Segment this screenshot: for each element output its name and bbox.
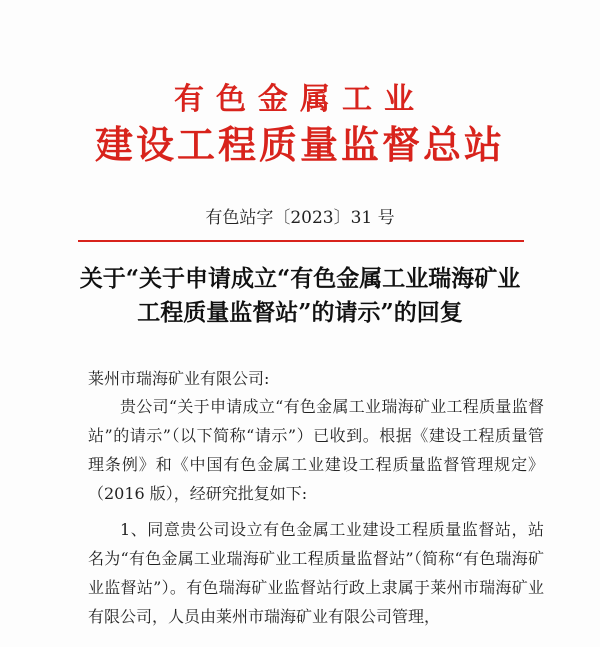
document-title-line1: 关于“关于申请成立“有色金属工业瑞海矿业: [79, 265, 521, 292]
document-title-line2: 工程质量监督站”的请示”的回复: [137, 299, 463, 326]
body-paragraph-1: 贵公司“关于申请成立“有色金属工业瑞海矿业工程质量监督站”的请示”（以下简称“请示”）已收到。根据《建设工程质量管理条例》和《中国有色金属工业建设工程质量监督管理规定》（2016 版），经研究批复如下:: [88, 397, 544, 503]
org-name-line2: 建设工程质量监督总站: [94, 123, 505, 167]
addressee: 莱州市瑞海矿业有限公司:: [88, 369, 270, 388]
red-divider-line: [78, 240, 524, 242]
document-title: [60, 262, 540, 330]
body-paragraph-2: 1、同意贵公司设立有色金属工业建设工程质量监督站，站名为“有色金属工业瑞海矿业工程质量监督站”（简称“有色瑞海矿业监督站”）。有色瑞海矿业监督站行政上隶属于莱州市瑞海矿业有限公司，人员由莱州市瑞海矿业有限公司管理，: [88, 520, 544, 626]
org-name-line1: 有色金属工业: [174, 82, 426, 117]
document-number: 有色站字〔2023〕31 号: [205, 208, 395, 228]
